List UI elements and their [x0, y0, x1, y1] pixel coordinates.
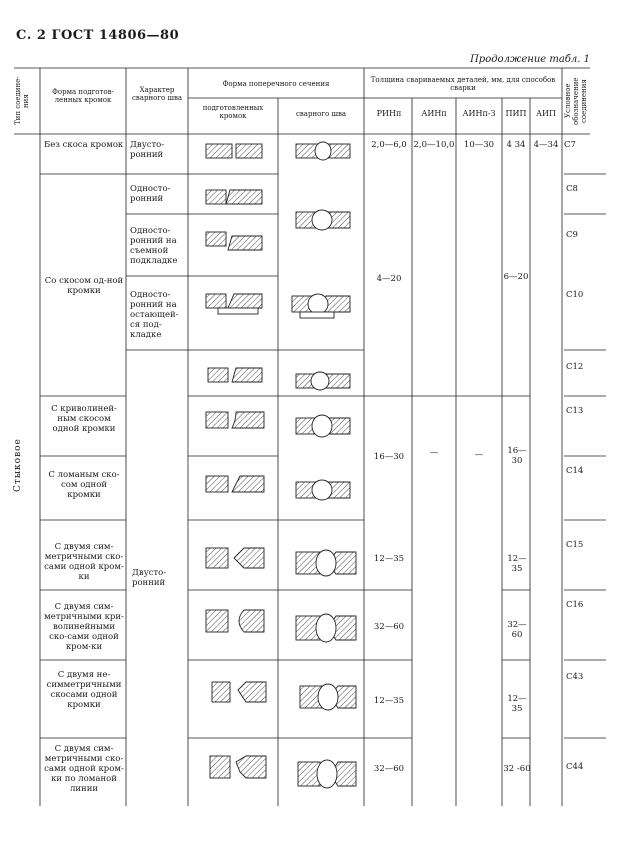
prepared-sketch-c7 [206, 144, 232, 158]
prepared-sketch-c9 [206, 232, 226, 246]
edge-row-1: Без скоса кромок [44, 140, 124, 150]
rinp-merged-2: 16—30 [373, 452, 405, 462]
edge-row-8: С двумя сим-метричными ско-сами одной кром-ки [44, 542, 124, 582]
ainp-row-1: 2,0—10,0 [413, 140, 455, 150]
rinp-row-9: 32—60 [373, 622, 405, 632]
code-row-3: С9 [566, 230, 578, 240]
prepared-sketch-c10 [206, 294, 226, 308]
character-merged: Двусто-ронний [132, 568, 167, 588]
col-ainp: АИНп [421, 109, 447, 118]
joint-type-value: Стыковое [13, 438, 23, 492]
prepared-sketch-c13 [206, 412, 228, 428]
code-row-7: С14 [566, 466, 584, 476]
character-row-1: Двусто-ронний [130, 140, 165, 160]
edge-row-9: С двумя сим-метричными кри-волинейными ско-сами одной кром-ки [44, 602, 124, 652]
code-row-2: С8 [566, 184, 578, 194]
code-row-1: С7 [564, 140, 576, 150]
prepared-sketch-c12 [208, 368, 228, 382]
code-row-8: С15 [566, 540, 584, 550]
ainp-merged: — [429, 448, 439, 458]
ainp3-merged: — [474, 450, 484, 460]
edge-row-7: С ломаным ско-сом одной кромки [48, 470, 120, 500]
pip-row-9: 32—60 [507, 620, 527, 640]
pip-row-11: 32 -60 [503, 764, 531, 774]
rinp-row-10: 12—35 [373, 696, 405, 706]
col-designation: Условное обозначение соединения [564, 77, 588, 125]
code-row-11: С44 [566, 762, 584, 772]
col-ainp3: АИНп-З [462, 109, 496, 118]
col-prepared-edges: подготовленных кромок [202, 104, 264, 120]
col-pip: ПИП [505, 109, 527, 118]
character-row-3: Односто-ронний на съемной подкладке [130, 226, 178, 266]
pip-merged-2: 16—30 [507, 446, 527, 466]
pip-row-8: 12—35 [507, 554, 527, 574]
code-row-6: С13 [566, 406, 584, 416]
edge-row-6: С криволиней-ным скосом одной кромки [51, 404, 117, 434]
prepared-sketch-c14 [206, 476, 228, 492]
prepared-sketch-c16 [206, 610, 228, 632]
ainp3-row-1: 10—30 [463, 140, 495, 150]
code-row-5: С12 [566, 362, 584, 372]
col-rinp: РИНп [376, 109, 402, 118]
pip-row-10: 12—35 [507, 694, 527, 714]
code-row-9: С16 [566, 600, 584, 610]
edge-row-11: С двумя сим-метричными ско-сами одной кром-ки по ломаной линии [44, 744, 124, 794]
edge-row-4: Со скосом од-ной кромки [44, 276, 124, 296]
character-row-2: Односто-ронний [130, 184, 171, 204]
character-row-4: Односто-ронний на остающей-ся под-кладке [130, 290, 179, 340]
code-row-10: С43 [566, 672, 584, 682]
rinp-row-8: 12—35 [373, 554, 405, 564]
code-row-4: С10 [566, 290, 584, 300]
col-weld-character: Характер сварного шва [131, 86, 183, 102]
col-edge-form: Форма подготов-ленных кромок [52, 88, 114, 104]
aip-row-1: 4—34 [533, 140, 559, 150]
col-joint-type: Тип соедине-ния [14, 76, 30, 126]
edge-row-10: С двумя не-симметричными скосами одной кромки [46, 670, 122, 710]
rinp-merged-1: 4—20 [376, 274, 402, 284]
col-weld-seam: сварного шва [295, 110, 347, 118]
prepared-sketch-c43 [212, 682, 230, 702]
table-continuation: Продолжение табл. 1 [470, 54, 590, 65]
col-thickness: Толщина свариваемых деталей, мм, для способов сварки [370, 76, 556, 92]
rinp-row-1: 2,0—6,0 [371, 140, 407, 150]
col-aip: АИП [535, 109, 556, 118]
prepared-sketch-c44 [210, 756, 230, 778]
prepared-sketch-c15 [206, 548, 228, 568]
prepared-sketch-c8 [206, 190, 226, 204]
rinp-row-11: 32—60 [373, 764, 405, 774]
col-cross-section: Форма поперечного сечения [222, 80, 330, 88]
page-header: С. 2 ГОСТ 14806—80 [16, 28, 180, 43]
pip-row-1: 4 34 [506, 140, 526, 150]
pip-merged-1: 6—20 [503, 272, 529, 282]
